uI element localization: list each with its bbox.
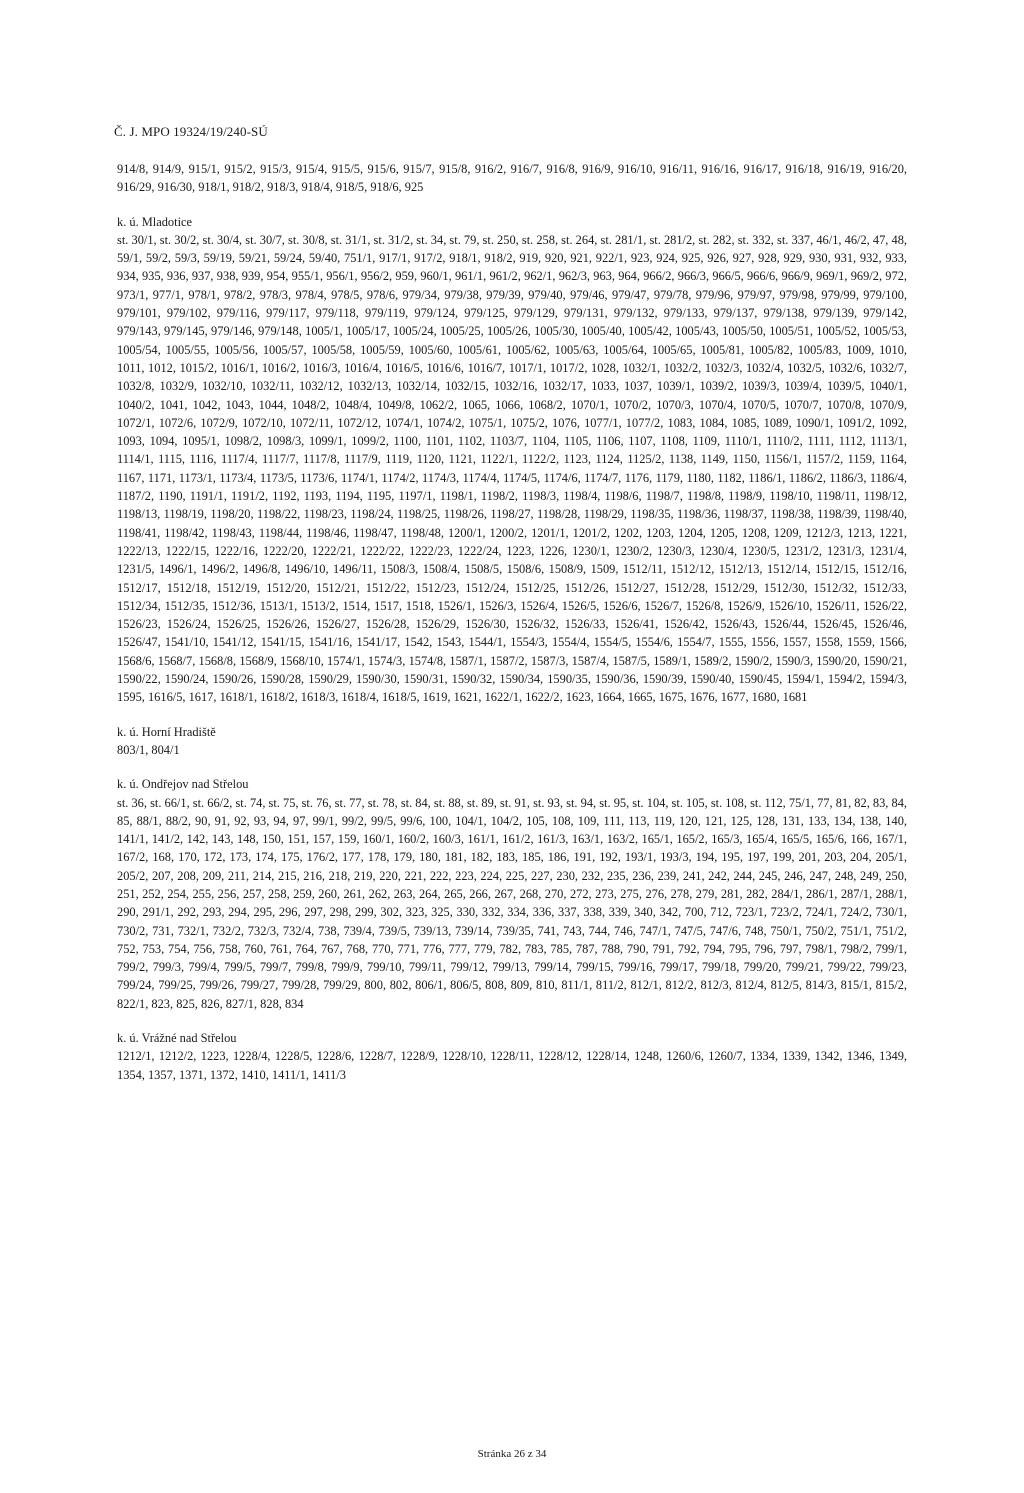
section-vrazne-nad-strelou: [117, 1029, 907, 1084]
document-reference: Č. J. MPO 19324/19/240-SÚ: [114, 124, 268, 139]
parcel-list: 1212/1, 1212/2, 1223, 1228/4, 1228/5, 1228/6, 1228/7, 1228/9, 1228/10, 1228/11, 1228/12, 1228/14, 1248, 1260/6, 1260/7, 1334, 1339, 1342, 1346, 1349, 1354, 1357, 1371, 1372, 1410, 1411/1, 1411/3: [117, 1049, 907, 1082]
section-horni-hradiste: [117, 723, 907, 760]
cadastral-heading: k. ú. Ondřejov nad Střelou: [117, 777, 249, 792]
parcel-list: st. 36, st. 66/1, st. 66/2, st. 74, st. 75, st. 76, st. 77, st. 78, st. 84, st. 88, st. 89, st. 91, st. 93, st. 94, st. 95, st. 104, st. 105, st. 108, st. 112, 75/1, 77, 81, 82, 83, 84, 85, 88/1, 88/2, 90, 91, 92, 93, 94, 97, 99/1, 99/2, 99/5, 99/6, 100, 104/1, 104/2, 105, 108, 109, 111, 113, 119, 120, 121, 125, 128, 131, 133, 134, 138, 140, 141/1, 141/2, 142, 143, 148, 150, 151, 157, 159, 160/1, 160/2, 160/3, 161/1, 161/2, 161/3, 163/1, 163/2, 165/1, 165/2, 165/3, 165/4, 165/5, 165/6, 166, 167/1, 167/2, 168, 170, 172, 173, 174, 175, 176/2, 177, 178, 179, 180, 181, 182, 183, 185, 186, 191, 192, 193/1, 193/3, 194, 195, 197, 199, 201, 203, 204, 205/1, 205/2, 207, 208, 209, 211, 214, 215, 216, 218, 219, 220, 221, 222, 223, 224, 225, 227, 230, 232, 235, 236, 239, 241, 242, 244, 245, 246, 247, 248, 249, 250, 251, 252, 254, 255, 256, 257, 258, 259, 260, 261, 262, 263, 264, 265, 266, 267, 268, 270, 272, 273, 275, 276, 278, 279, 281, 282, 284/1, 286/1, 287/1, 288/1, 290, 291/1, 292, 293, 294, 295, 296, 297, 298, 299, 302, 323, 325, 330, 332, 334, 336, 337, 338, 339, 340, 342, 700, 712, 723/1, 723/2, 724/1, 724/2, 730/1, 730/2, 731, 732/1, 732/2, 732/3, 732/4, 738, 739/4, 739/5, 739/13, 739/14, 739/35, 741, 743, 744, 746, 747/1, 747/5, 747/6, 748, 750/1, 750/2, 751/1, 751/2, 752, 753, 754, 756, 758, 760, 761, 764, 767, 768, 770, 771, 776, 777, 779, 782, 783, 785, 787, 788, 790, 791, 792, 794, 795, 796, 797, 798/1, 798/2, 799/1, 799/2, 799/3, 799/4, 799/5, 799/7, 799/8, 799/9, 799/10, 799/11, 799/12, 799/13, 799/14, 799/15, 799/16, 799/17, 799/18, 799/20, 799/21, 799/22, 799/23, 799/24, 799/25, 799/26, 799/27, 799/28, 799/29, 800, 802, 806/1, 806/5, 808, 809, 810, 811/1, 811/2, 812/1, 812/2, 812/3, 812/4, 812/5, 814/3, 815/1, 815/2, 822/1, 823, 825, 826, 827/1, 828, 834: [117, 795, 907, 1011]
cadastral-heading: k. ú. Horní Hradiště: [117, 724, 216, 739]
cadastral-heading: k. ú. Vrážné nad Střelou: [117, 1031, 237, 1046]
parcel-list: 803/1, 804/1: [117, 742, 180, 757]
document-body: [117, 160, 907, 1084]
cadastral-heading: k. ú. Mladotice: [117, 214, 193, 229]
section-ondrejov-nad-strelou: [117, 775, 907, 1013]
parcel-list-continuation: 914/8, 914/9, 915/1, 915/2, 915/3, 915/4, 915/5, 915/6, 915/7, 915/8, 916/2, 916/7, 916/8, 916/9, 916/10, 916/11, 916/16, 916/17, 916/18, 916/19, 916/20, 916/29, 916/30, 918/1, 918/2, 918/3, 918/4, 918/5, 918/6, 925: [117, 162, 907, 195]
section-mladotice: [117, 213, 907, 707]
page-footer: Stránka 26 z 34: [477, 1448, 547, 1460]
parcel-list: st. 30/1, st. 30/2, st. 30/4, st. 30/7, st. 30/8, st. 31/1, st. 31/2, st. 34, st. 79, st. 250, st. 258, st. 264, st. 281/1, st. 281/2, st. 282, st. 332, st. 337, 46/1, 46/2, 47, 48, 59/1, 59/2, 59/3, 59/19, 59/21, 59/24, 59/40, 751/1, 917/1, 917/2, 918/1, 918/2, 919, 920, 921, 922/1, 923, 924, 925, 926, 927, 928, 929, 930, 931, 932, 933, 934, 935, 936, 937, 938, 939, 954, 955/1, 956/1, 956/2, 959, 960/1, 961/1, 961/2, 962/1, 962/3, 963, 964, 966/2, 966/3, 966/5, 966/6, 966/9, 969/1, 969/2, 972, 973/1, 977/1, 978/1, 978/2, 978/3, 978/4, 978/5, 978/6, 979/34, 979/38, 979/39, 979/40, 979/46, 979/47, 979/78, 979/96, 979/97, 979/98, 979/99, 979/100, 979/101, 979/102, 979/116, 979/117, 979/118, 979/119, 979/124, 979/125, 979/129, 979/131, 979/132, 979/133, 979/137, 979/138, 979/139, 979/142, 979/143, 979/145, 979/146, 979/148, 1005/1, 1005/17, 1005/24, 1005/25, 1005/26, 1005/30, 1005/40, 1005/42, 1005/43, 1005/50, 1005/51, 1005/52, 1005/53, 1005/54, 1005/55, 1005/56, 1005/57, 1005/58, 1005/59, 1005/60, 1005/61, 1005/62, 1005/63, 1005/64, 1005/65, 1005/81, 1005/82, 1005/83, 1009, 1010, 1011, 1012, 1015/2, 1016/1, 1016/2, 1016/3, 1016/4, 1016/5, 1016/6, 1016/7, 1017/1, 1017/2, 1028, 1032/1, 1032/2, 1032/3, 1032/4, 1032/5, 1032/6, 1032/7, 1032/8, 1032/9, 1032/10, 1032/11, 1032/12, 1032/13, 1032/14, 1032/15, 1032/16, 1032/17, 1033, 1037, 1039/1, 1039/2, 1039/3, 1039/4, 1039/5, 1040/1, 1040/2, 1041, 1042, 1043, 1044, 1048/2, 1048/4, 1049/8, 1062/2, 1065, 1066, 1068/2, 1070/1, 1070/2, 1070/3, 1070/4, 1070/5, 1070/7, 1070/8, 1070/9, 1072/1, 1072/6, 1072/9, 1072/10, 1072/11, 1072/12, 1074/1, 1074/2, 1075/1, 1075/2, 1076, 1077/1, 1077/2, 1083, 1084, 1085, 1089, 1090/1, 1091/2, 1092, 1093, 1094, 1095/1, 1098/2, 1098/3, 1099/1, 1099/2, 1100, 1101, 1102, 1103/7, 1104, 1105, 1106, 1107, 1108, 1109, 1110/1, 1110/2, 1111, 1112, 1113/1, 1114/1, 1115, 1116, 1117/4, 1117/7, 1117/8, 1117/9, 1119, 1120, 1121, 1122/1, 1122/2, 1123, 1124, 1125/2, 1138, 1149, 1150, 1156/1, 1157/2, 1159, 1164, 1167, 1171, 1173/1, 1173/4, 1173/5, 1173/6, 1174/1, 1174/2, 1174/3, 1174/4, 1174/5, 1174/6, 1174/7, 1176, 1179, 1180, 1182, 1186/1, 1186/2, 1186/3, 1186/4, 1187/2, 1190, 1191/1, 1191/2, 1192, 1193, 1194, 1195, 1197/1, 1198/1, 1198/2, 1198/3, 1198/4, 1198/6, 1198/7, 1198/8, 1198/9, 1198/10, 1198/11, 1198/12, 1198/13, 1198/19, 1198/20, 1198/22, 1198/23, 1198/24, 1198/25, 1198/26, 1198/27, 1198/28, 1198/29, 1198/35, 1198/36, 1198/37, 1198/38, 1198/39, 1198/40, 1198/41, 1198/42, 1198/43, 1198/44, 1198/46, 1198/47, 1198/48, 1200/1, 1200/2, 1201/1, 1201/2, 1202, 1203, 1204, 1205, 1208, 1209, 1212/3, 1213, 1221, 1222/13, 1222/15, 1222/16, 1222/20, 1222/21, 1222/22, 1222/23, 1222/24, 1223, 1226, 1230/1, 1230/2, 1230/3, 1230/4, 1230/5, 1231/2, 1231/3, 1231/4, 1231/5, 1496/1, 1496/2, 1496/8, 1496/10, 1496/11, 1508/3, 1508/4, 1508/5, 1508/6, 1508/9, 1509, 1512/11, 1512/12, 1512/13, 1512/14, 1512/15, 1512/16, 1512/17, 1512/18, 1512/19, 1512/20, 1512/21, 1512/22, 1512/23, 1512/24, 1512/25, 1512/26, 1512/27, 1512/28, 1512/29, 1512/30, 1512/32, 1512/33, 1512/34, 1512/35, 1512/36, 1513/1, 1513/2, 1514, 1517, 1518, 1526/1, 1526/3, 1526/4, 1526/5, 1526/6, 1526/7, 1526/8, 1526/9, 1526/10, 1526/11, 1526/22, 1526/23, 1526/24, 1526/25, 1526/26, 1526/27, 1526/28, 1526/29, 1526/30, 1526/32, 1526/33, 1526/41, 1526/42, 1526/43, 1526/44, 1526/45, 1526/46, 1526/47, 1541/10, 1541/12, 1541/15, 1541/16, 1541/17, 1542, 1543, 1544/1, 1554/3, 1554/4, 1554/5, 1554/6, 1554/7, 1555, 1556, 1557, 1558, 1559, 1566, 1568/6, 1568/7, 1568/8, 1568/9, 1568/10, 1574/1, 1574/3, 1574/8, 1587/1, 1587/2, 1587/3, 1587/4, 1587/5, 1589/1, 1589/2, 1590/2, 1590/3, 1590/20, 1590/21, 1590/22, 1590/24, 1590/26, 1590/28, 1590/29, 1590/30, 1590/31, 1590/32, 1590/34, 1590/35, 1590/36, 1590/39, 1590/40, 1590/45, 1594/1, 1594/2, 1594/3, 1595, 1616/5, 1617, 1618/1, 1618/2, 1618/3, 1618/4, 1618/5, 1619, 1621, 1622/1, 1622/2, 1623, 1664, 1665, 1675, 1676, 1677, 1680, 1681: [117, 232, 907, 705]
